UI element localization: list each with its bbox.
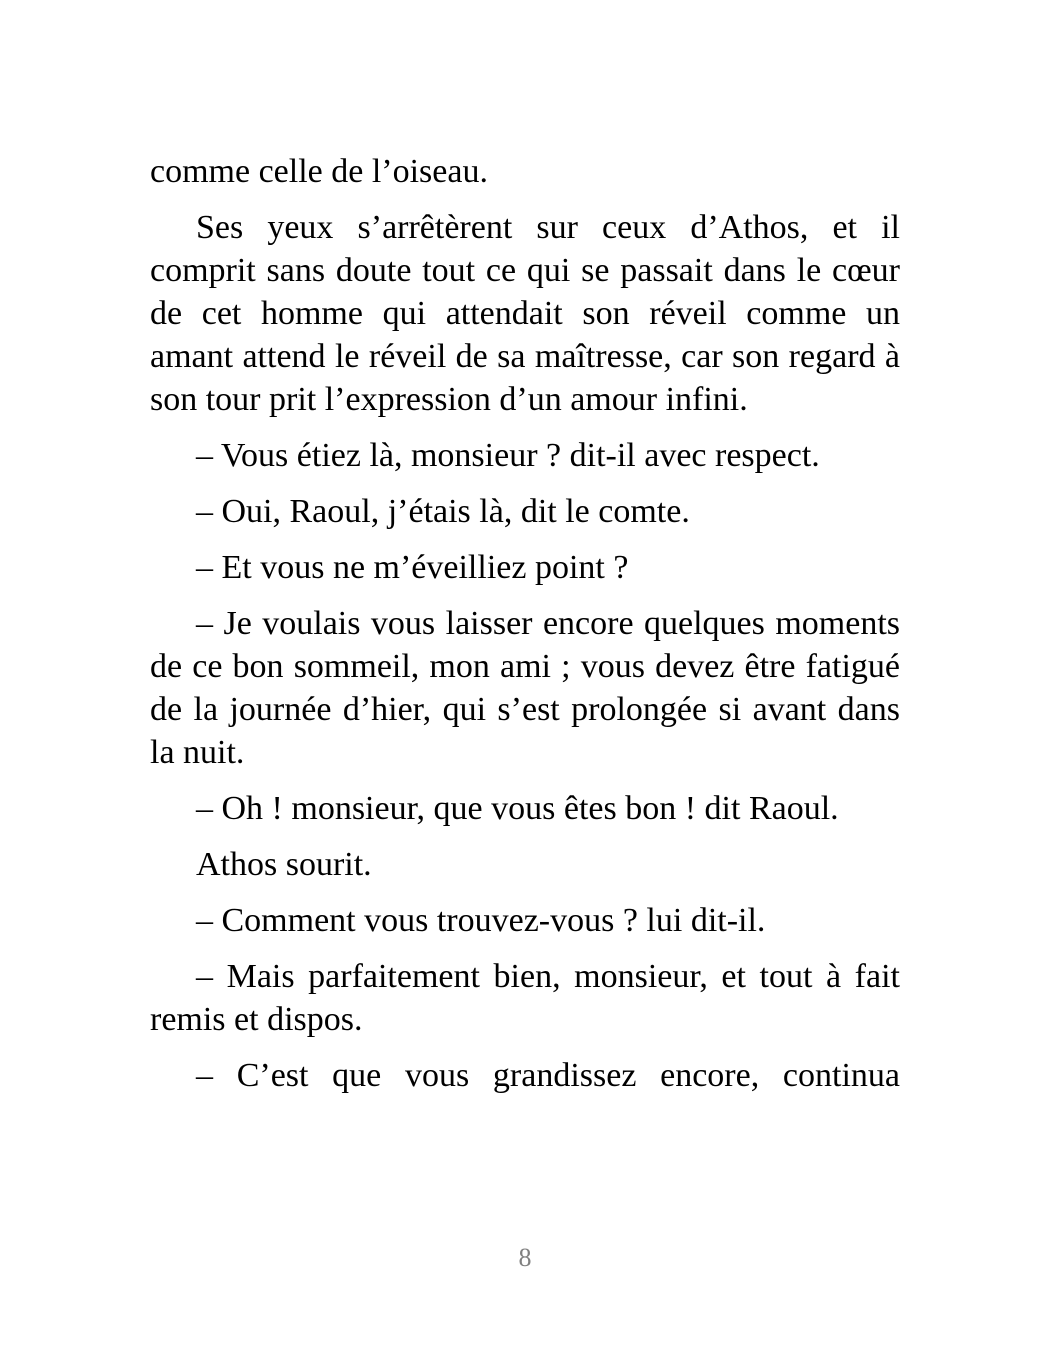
paragraph-narration: Ses yeux s’arrêtèrent sur ceux d’Athos, et il comprit sans doute tout ce qui se passait dans le cœur de cet homme qui attendait son réveil comme un amant attend le réveil de sa maîtresse, car son regard à son tour prit l’expression d’un amour infini. [150,209,900,418]
paragraph-dialogue: – Mais parfaitement bien, monsieur, et tout à fait remis et dispos. [150,958,900,1038]
paragraph-dialogue: – Comment vous trouvez-vous ? lui dit-il. [196,902,766,939]
paragraph-dialogue: – Oui, Raoul, j’étais là, dit le comte. [196,493,690,530]
body-text [150,150,900,1110]
paragraph-dialogue: – Vous étiez là, monsieur ? dit-il avec respect. [196,437,820,474]
paragraph-dialogue: – Et vous ne m’éveilliez point ? [196,549,629,586]
paragraph-dialogue: – Oh ! monsieur, que vous êtes bon ! dit Raoul. [196,790,839,827]
page-number: 8 [518,1243,532,1272]
paragraph-continuation: comme celle de l’oiseau. [150,153,488,190]
paragraph-dialogue: – Je voulais vous laisser encore quelques moments de ce bon sommeil, mon ami ; vous devez être fatigué de la journée d’hier, qui s’est prolongée si avant dans la nuit. [150,605,900,771]
paragraph-narration: Athos sourit. [196,846,372,883]
paragraph-dialogue-truncated: – C’est que vous grandissez encore, continua [196,1057,900,1094]
